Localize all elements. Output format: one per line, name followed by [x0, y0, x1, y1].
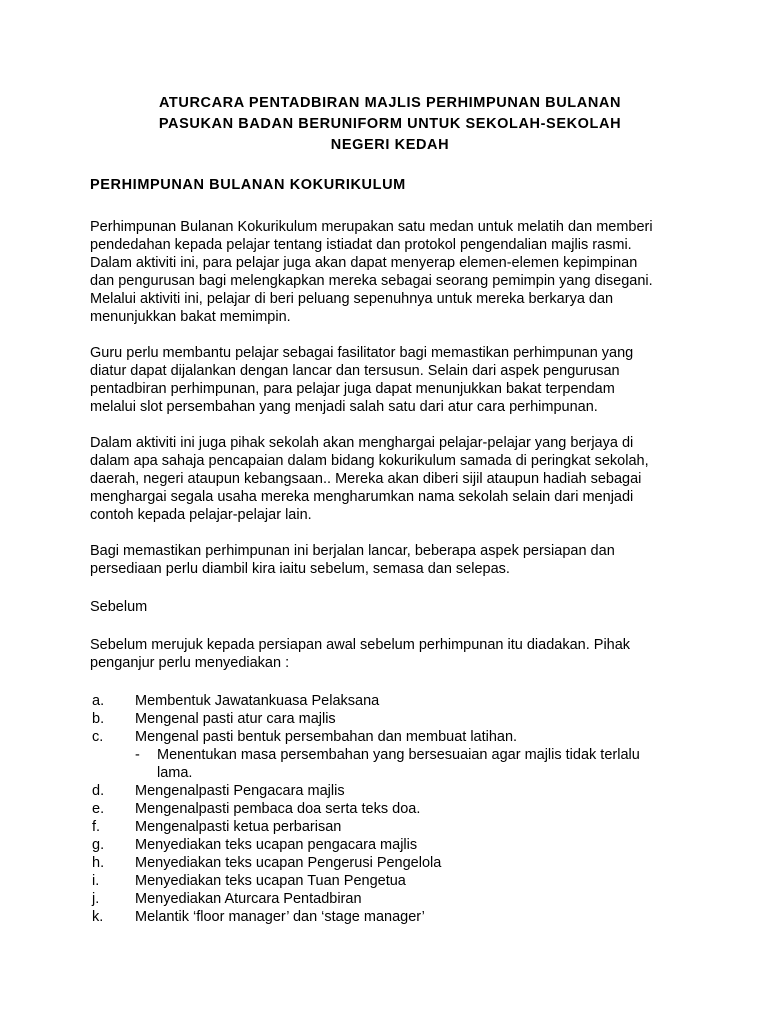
title-line-3: NEGERI KEDAH: [330, 137, 450, 153]
subheading-sebelum: Sebelum: [90, 599, 148, 615]
list-item-text: Mengenal pasti atur cara majlis: [135, 711, 336, 727]
list-marker: f.: [92, 819, 101, 835]
list-item: [90, 854, 690, 872]
list-marker: e.: [92, 801, 105, 817]
list-item: [90, 728, 690, 782]
list-item-text: Menyediakan teks ucapan pengacara majlis: [135, 837, 418, 853]
list-item-text: Menyediakan teks ucapan Pengerusi Pengelola: [135, 855, 442, 871]
paragraph-intro: Perhimpunan Bulanan Kokurikulum merupakan satu medan untuk melatih dan memberi pendedahan kepada pelajar tentang istiadat dan protokol pengendalian majlis rasmi. Dalam aktiviti ini, para pelajar juga akan dapat menyerap elemen-elemen kepimpinan dan pengurusan bagi melengkapkan mereka sebagai seorang pemimpin yang disegani. Melalui aktiviti ini, pelajar di beri peluang sepenuhnya untuk mereka berkarya dan menunjukkan bakat memimpin.: [90, 219, 653, 325]
list-item: [90, 872, 690, 890]
title-line-2: PASUKAN BADAN BERUNIFORM UNTUK SEKOLAH-SEKOLAH: [158, 116, 622, 132]
list-item: [90, 782, 690, 800]
list-item-text: Membentuk Jawatankuasa Pelaksana: [135, 693, 380, 709]
list-marker: g.: [92, 837, 105, 853]
list-marker: d.: [92, 783, 105, 799]
sub-list-item: [135, 746, 690, 782]
document-title: [90, 93, 690, 156]
list-item-text: Menyediakan teks ucapan Tuan Pengetua: [135, 873, 406, 889]
title-line-1: ATURCARA PENTADBIRAN MAJLIS PERHIMPUNAN BULANAN: [158, 95, 622, 111]
list-item-text: Mengenalpasti ketua perbarisan: [135, 819, 342, 835]
paragraph-guru: Guru perlu membantu pelajar sebagai fasilitator bagi memastikan perhimpunan yang diatur dapat dijalankan dengan lancar dan tersusun. Selain dari aspek pengurusan pentadbiran perhimpunan, para pelajar juga dapat menunjukkan bakat terpendam melalui slot persembahan yang menjadi salah satu dari atur cara perhimpunan.: [90, 345, 634, 415]
paragraph-penghargaan: Dalam aktiviti ini juga pihak sekolah akan menghargai pelajar-pelajar yang berjaya di dalam apa sahaja pencapaian dalam bidang kokurikulum samada di peringkat sekolah, daerah, negeri ataupun kebangsaan.. Mereka akan diberi sijil ataupun hadiah sebagai menghargai segala usaha mereka mengharumkan nama sekolah selain dari menjadi contoh kepada pelajar-pelajar lain.: [90, 435, 649, 523]
list-item: [90, 800, 690, 818]
preparation-list: [90, 692, 690, 926]
list-item-text: Melantik ‘floor manager’ dan ‘stage manager’: [135, 909, 425, 925]
sub-list-marker: -: [135, 747, 140, 763]
section-heading: PERHIMPUNAN BULANAN KOKURIKULUM: [90, 177, 406, 193]
list-marker: i.: [92, 873, 100, 889]
sub-list-item-text: Menentukan masa persembahan yang bersesuaian agar majlis tidak terlalu lama.: [157, 747, 640, 781]
list-marker: b.: [92, 711, 105, 727]
list-item-text: Mengenalpasti Pengacara majlis: [135, 783, 345, 799]
list-item-text: Mengenalpasti pembaca doa serta teks doa.: [135, 801, 421, 817]
list-item: [90, 836, 690, 854]
list-item: [90, 692, 690, 710]
paragraph-sebelum: Sebelum merujuk kepada persiapan awal sebelum perhimpunan itu diadakan. Pihak penganjur perlu menyediakan :: [90, 637, 631, 671]
list-item: [90, 710, 690, 728]
list-item-text: Mengenal pasti bentuk persembahan dan membuat latihan.: [135, 729, 518, 745]
list-marker: h.: [92, 855, 105, 871]
list-marker: c.: [92, 729, 104, 745]
list-marker: j.: [92, 891, 100, 907]
list-item: [90, 890, 690, 908]
document-page: [90, 93, 690, 926]
paragraph-persiapan: Bagi memastikan perhimpunan ini berjalan lancar, beberapa aspek persiapan dan persediaan perlu diambil kira iaitu sebelum, semasa dan selepas.: [90, 543, 615, 577]
list-item: [90, 908, 690, 926]
list-item-text: Menyediakan Aturcara Pentadbiran: [135, 891, 362, 907]
sub-list: [135, 746, 690, 782]
list-marker: k.: [92, 909, 104, 925]
list-marker: a.: [92, 693, 105, 709]
list-item: [90, 818, 690, 836]
